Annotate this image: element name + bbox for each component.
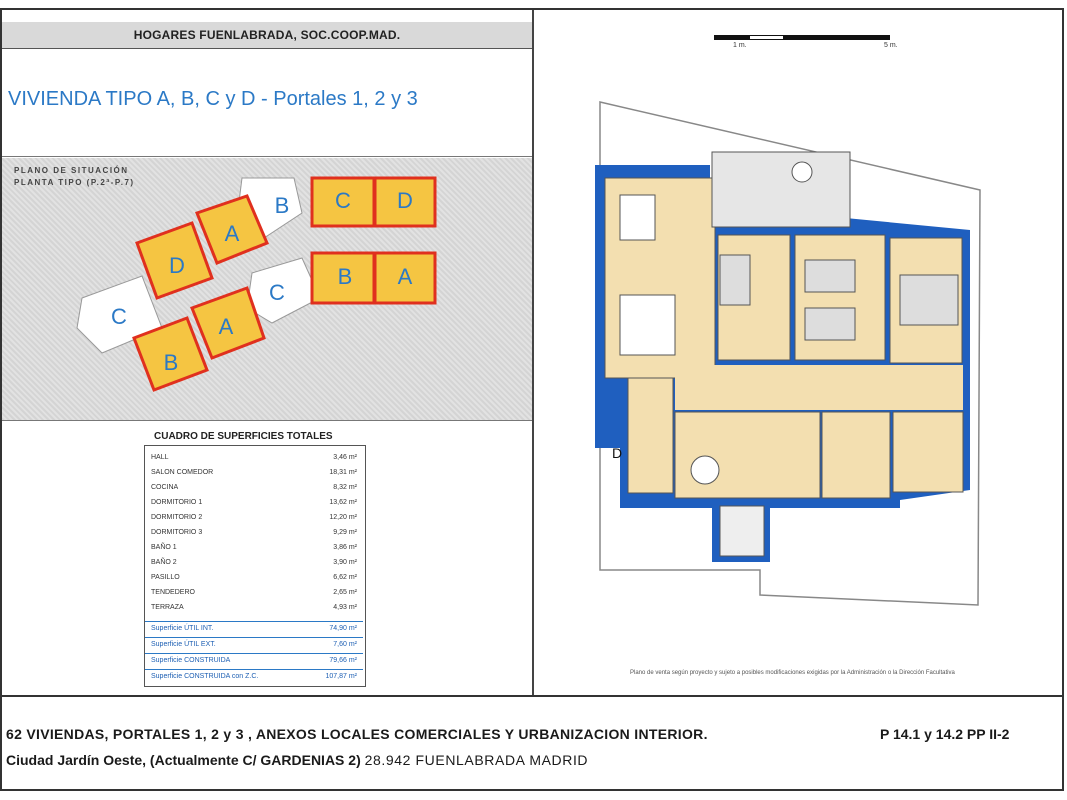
block-label: C: [269, 280, 285, 305]
table-icon: [792, 162, 812, 182]
table-row: PASILLO 6,62 m²: [151, 574, 357, 581]
location-plan: [2, 158, 532, 420]
table-total-row: Superficie ÚTIL INT. 74,90 m²: [145, 621, 363, 637]
block-label: C: [335, 188, 351, 213]
bed: [720, 255, 750, 305]
room-dorm2: [795, 235, 885, 360]
block-label: B: [163, 350, 179, 375]
table-icon: [691, 456, 719, 484]
location-label: PLANO DE SITUACIÓN: [14, 166, 129, 175]
block-label: C: [111, 304, 127, 329]
block-label: B: [337, 264, 353, 289]
block-label: D: [397, 188, 413, 213]
table-row: TERRAZA 4,93 m²: [151, 604, 357, 611]
sofa-icon: [620, 295, 675, 355]
company-header: HOGARES FUENLABRADA, SOC.COOP.MAD.: [2, 22, 532, 49]
table-total-row: Superficie CONSTRUIDA con Z.C. 107,87 m²: [145, 669, 363, 685]
door-label: D: [612, 445, 623, 461]
table-row: DORMITORIO 1 13,62 m²: [151, 499, 357, 506]
room-tendedero: [712, 152, 850, 227]
project-address: Ciudad Jardín Oeste, (Actualmente C/ GARDENIAS 2) 28.942 FUENLABRADA MADRID: [6, 752, 589, 768]
room-tendedero-2: [720, 506, 764, 556]
divider: [2, 156, 532, 157]
table-row: TENDEDERO 2,65 m²: [151, 589, 357, 596]
table-total-row: Superficie ÚTIL EXT. 7,60 m²: [145, 637, 363, 653]
room-bano2: [893, 412, 963, 492]
table-row: HALL 3,46 m²: [151, 454, 357, 461]
block-label: A: [224, 221, 240, 246]
table-row: DORMITORIO 3 9,29 m²: [151, 529, 357, 536]
room-hall: [628, 378, 673, 493]
table-title: CUADRO DE SUPERFICIES TOTALES: [154, 431, 333, 442]
block-label: A: [397, 264, 413, 289]
table-row: BAÑO 1 3,86 m²: [151, 544, 357, 551]
scale-label: 5 m.: [884, 42, 898, 49]
room-bano1: [822, 412, 890, 498]
table-row: BAÑO 2 3,90 m²: [151, 559, 357, 566]
project-reference: P 14.1 y 14.2 PP II-2: [880, 726, 1010, 742]
divider: [2, 695, 1064, 697]
table-row: SALON COMEDOR 18,31 m²: [151, 469, 357, 476]
page-title: VIVIENDA TIPO A, B, C y D - Portales 1, 2 y 3: [8, 88, 418, 110]
room-cocina: [675, 412, 820, 498]
bed: [900, 275, 958, 325]
location-sublabel: PLANTA TIPO (P.2ª-P.7): [14, 178, 135, 187]
floor-plan: [560, 60, 1020, 670]
table-icon: [620, 195, 655, 240]
divider: [2, 420, 532, 421]
plan-note: Plano de venta según proyecto y sujeto a posibles modificaciones exigidas por la Administración o la Dirección Facultativa: [630, 670, 955, 676]
project-description: 62 VIVIENDAS, PORTALES 1, 2 y 3 , ANEXOS LOCALES COMERCIALES Y URBANIZACION INTERIOR.: [6, 726, 708, 742]
bed: [805, 308, 855, 340]
bed: [805, 260, 855, 292]
scale-bar: [714, 35, 890, 40]
table-row: DORMITORIO 2 12,20 m²: [151, 514, 357, 521]
table-total-row: Superficie CONSTRUIDA 79,66 m²: [145, 653, 363, 669]
block-label: A: [218, 314, 234, 339]
surfaces-table: [144, 445, 366, 687]
block-label: D: [169, 253, 185, 278]
room-pasillo: [675, 365, 963, 410]
scale-label: 1 m.: [733, 42, 747, 49]
location-blocks: [2, 158, 532, 420]
panel-divider: [532, 10, 534, 695]
table-row: COCINA 8,32 m²: [151, 484, 357, 491]
block-label: B: [274, 193, 290, 218]
